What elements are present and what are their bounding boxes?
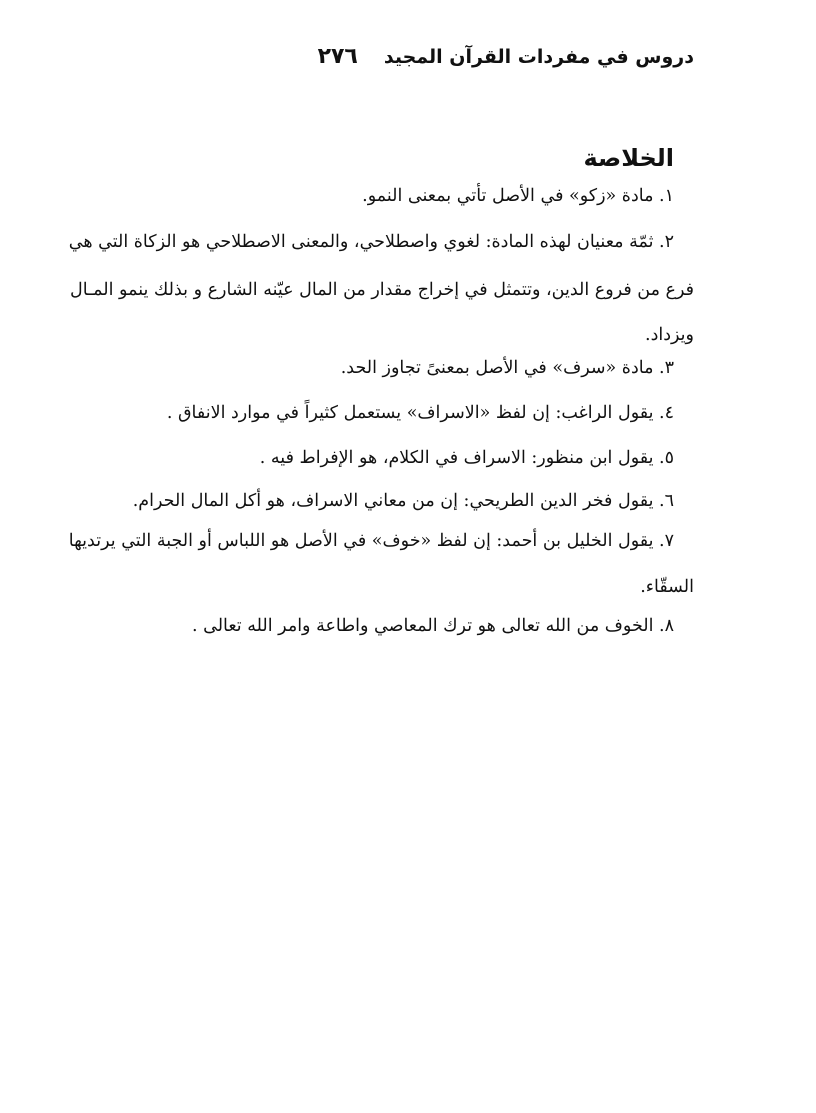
- summary-item-5: ٥. يقول ابن منظور: الاسراف في الكلام، هو الإفراط فيه .: [259, 448, 674, 468]
- book-title: دروس في مفردات القرآن المجيد: [383, 46, 694, 68]
- summary-item-2-line-3: ويزداد.: [645, 325, 694, 345]
- page-number: ٢٧٦: [317, 44, 358, 69]
- summary-item-2-line-2: فرع من فروع الدين، وتتمثل في إخراج مقدار من المال عيّنه الشارع و بذلك ينمو المـال: [69, 280, 694, 300]
- summary-item-1: ١. مادة «زكو» في الأصل تأتي بمعنى النمو.: [362, 186, 674, 206]
- summary-item-2-line-1: ٢. ثمّة معنيان لهذه المادة: لغوي واصطلاحي، والمعنى الاصطلاحي هو الزكاة التي هي: [68, 232, 674, 252]
- running-header: [318, 44, 694, 69]
- summary-item-6: ٦. يقول فخر الدين الطريحي: إن من معاني الاسراف، هو أكل المال الحرام.: [132, 491, 674, 511]
- summary-item-7-line-1: ٧. يقول الخليل بن أحمد: إن لفظ «خوف» في الأصل هو اللباس أو الجبة التي يرتديها: [68, 531, 674, 551]
- summary-item-4: ٤. يقول الراغب: إن لفظ «الاسراف» يستعمل كثيراً في موارد الانفاق .: [166, 403, 674, 423]
- summary-item-8: ٨. الخوف من الله تعالى هو ترك المعاصي واطاعة وامر الله تعالى .: [191, 616, 674, 636]
- section-title: الخلاصة: [583, 144, 674, 172]
- summary-item-3: ٣. مادة «سرف» في الأصل بمعنىً تجاوز الحد.: [340, 358, 674, 378]
- summary-item-7-line-2: السقّاء.: [640, 577, 694, 597]
